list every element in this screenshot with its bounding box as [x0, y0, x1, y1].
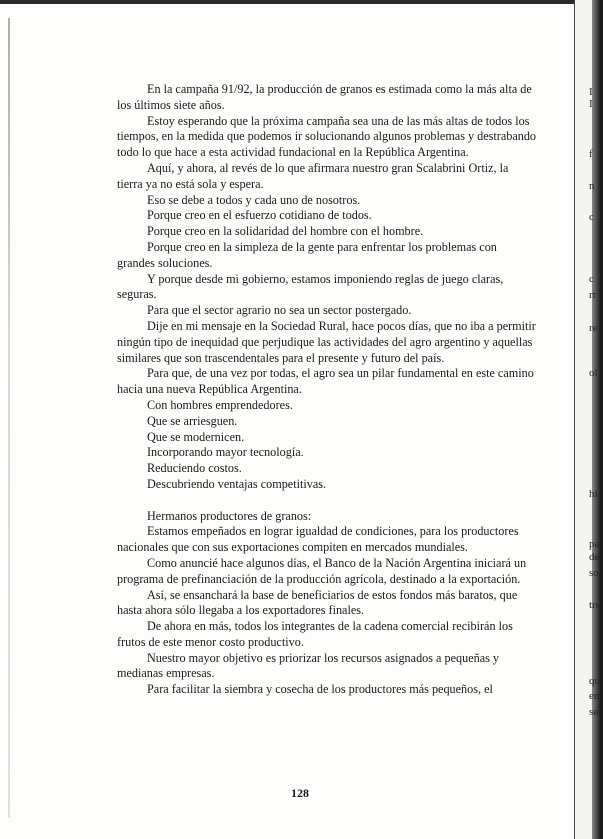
- facing-page-fragment: hi: [589, 488, 598, 500]
- facing-page-fragment: pa: [589, 538, 600, 550]
- paragraph: Así, se ensanchará la base de beneficiarios de estos fondos más baratos, que hasta ahora sólo llegaba a los exportadores finales.: [117, 587, 518, 618]
- paragraph: Hermanos productores de granos:: [147, 508, 312, 523]
- paragraph: Para que, de una vez por todas, el agro sea un pilar fundamental en este camino hacia una nueva República Argentina.: [117, 366, 534, 397]
- facing-page-fragment: c: [589, 273, 594, 285]
- facing-page-fragment: sec: [589, 706, 603, 718]
- facing-page-fragment: rr: [589, 289, 597, 301]
- paragraph: Porque creo en la solidaridad del hombre con el hombre.: [147, 224, 424, 239]
- paragraph: Incorporando mayor tecnología.: [147, 445, 304, 460]
- facing-page-fragment: so: [589, 567, 599, 579]
- facing-page-fragment: f: [589, 148, 593, 160]
- paragraph: De ahora en más, todos los integrantes de la cadena comercial recibirán los frutos de este menor costo productivo.: [117, 619, 513, 649]
- facing-page-fragment: qu: [589, 675, 600, 687]
- paragraph: Reduciendo costos.: [147, 461, 242, 476]
- paragraph: Y porque desde mi gobierno, estamos imponiendo reglas de juego claras, seguras.: [117, 271, 504, 302]
- facing-page-fragment: de: [589, 551, 600, 563]
- facing-page-fragment: ol: [589, 367, 598, 379]
- paragraph: Nuestro mayor objetivo es priorizar los recursos asignados a pequeñas y medianas empresas.: [117, 650, 499, 681]
- paragraph: Que se modernicen.: [147, 429, 245, 444]
- facing-page-fragment: tre: [589, 599, 601, 611]
- paragraph: Para facilitar la siembra y cosecha de los productores más pequeños, el: [147, 682, 493, 697]
- paragraph: Como anuncié hace algunos días, el Banco de la Nación Argentina iniciará un programa de prefinanciación de la producción agrícola, destinado a la exportación.: [117, 555, 527, 586]
- body-text: [117, 82, 537, 698]
- paragraph: Eso se debe a todos y cada uno de nosotros.: [147, 192, 361, 207]
- paragraph: Porque creo en el esfuerzo cotidiano de todos.: [147, 208, 372, 223]
- paragraph: Con hombres emprendedores.: [147, 397, 293, 412]
- facing-page-fragment: re: [589, 322, 598, 334]
- facing-page-fragment: c: [589, 211, 594, 223]
- paragraph: Que se arriesguen.: [147, 413, 238, 428]
- facing-page-fragment: I: [589, 86, 593, 98]
- paragraph: Descubriendo ventajas competitivas.: [147, 476, 327, 491]
- paragraph: En la campaña 91/92, la producción de granos es estimada como la más alta de los últimos siete años.: [117, 82, 532, 112]
- page-number: 128: [291, 786, 309, 800]
- facing-page-edge: [574, 0, 603, 839]
- paragraph: Aquí, y ahora, al revés de lo que afirmara nuestro gran Scalabrini Ortiz, la tierra ya no está sola y espera.: [117, 160, 509, 191]
- paragraph: Estamos empeñados en lograr igualdad de condiciones, para los productores nacionales que con sus exportaciones compiten en mercados mundiales.: [117, 524, 519, 555]
- paragraph: Porque creo en la simpleza de la gente para enfrentar los problemas con grandes soluciones.: [117, 239, 497, 270]
- facing-page-fragment: I: [589, 98, 593, 110]
- facing-page-fragment: en: [589, 690, 600, 702]
- paragraph: Dije en mi mensaje en la Sociedad Rural, hace pocos días, que no iba a permitir ningún tipo de inequidad que perjudique las actividades del agro argentino y aquellas similares que son trascendentales para el presente y futuro del país.: [117, 318, 536, 365]
- paragraph: Estoy esperando que la próxima campaña sea una de las más altas de todos los tiempos, en la medida que podemos ir solucionando algunos problemas y destrabando todo lo que hace a esta actividad fundacional en la República Argentina.: [117, 113, 537, 160]
- facing-page-fragment: n: [589, 180, 595, 192]
- paragraph: Para que el sector agrario no sea un sector postergado.: [147, 303, 412, 318]
